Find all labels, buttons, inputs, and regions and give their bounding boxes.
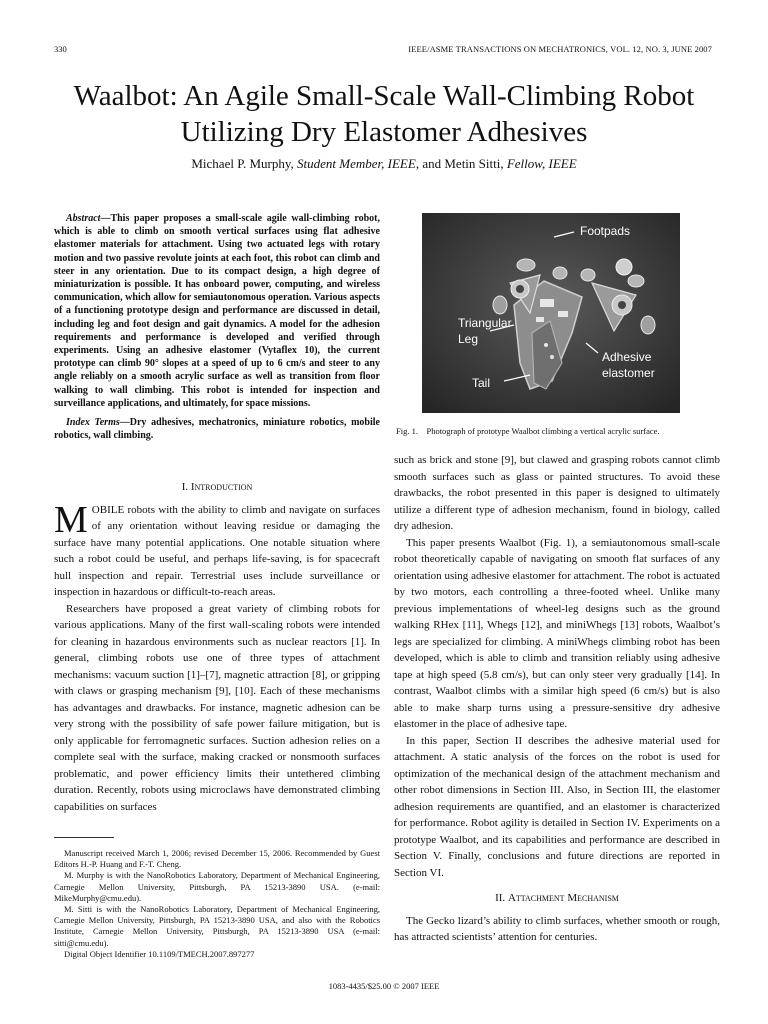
section-1-heading — [54, 479, 380, 496]
abstract-label: Abstract — [66, 213, 101, 224]
intro-paragraph-3: such as brick and stone [9], but clawed and grasping robots cannot climb smooth surfaces such as glass or painted structures. To avoid these drawbacks, the robot presented in this paper is designed to ultimately utilize a different type of adhesion mechanism, found in biology, called dry adhesion. — [394, 454, 720, 532]
intro-paragraph-4: This paper presents Waalbot (Fig. 1), a semiautonomous small-scale robot theoretically capable of navigating on smooth flat surfaces of any orientation using adhesive elastomer for attachment. The robot is actuated by two motors, each controlling a three-footed wheel. Unlike many previous implementations of wheel-leg designs such as the ground walking RHex [11], Whegs [12], and miniWhegs [13] robots, Waalbot’s legs are specialized for climbing. A miniWhegs climbing robot has been developed, which is able to climb and transition reliably using adhesive tape at high speed (5.8 cm/s), but can only steer very gradually [14]. In contrast, Waalbot climbs with a similar high speed (6 cm/s) but is also able to make sharp turns using a pressure-sensitive dry adhesive elastomer in the place of adhesive tape. — [394, 536, 720, 730]
figure-photo — [422, 213, 680, 413]
index-terms-text: —Dry adhesives, mechatronics, miniature robotics, mobile robotics, wall climbing. — [54, 417, 380, 442]
intro-paragraph-1 — [54, 498, 380, 601]
footnote-sitti: M. Sitti is with the NanoRobotics Laboratory, Department of Mechanical Engineering, Carnegie Mellon University, Pittsburgh, PA 15213-3890 USA, and also with the Robotics Institute, Carnegie Mellon University, Pittsburgh, PA 15213-3890 USA (e-mail: sitti@cmu.edu). — [54, 904, 380, 948]
label-elastomer: elastomer — [602, 366, 655, 380]
title-line-2: Utilizing Dry Elastomer Adhesives — [180, 116, 588, 148]
abstract-text: —This paper proposes a small-scale agile wall-climbing robot, which is able to climb on smooth vertical surfaces using flat adhesive elastomer materials for attachment. Using two actuated legs with rotary motion and two passive revolute joints at each foot, this robot can climb and steer in any orientation. Due to its compact design, a high degree of miniaturization is possible. It has onboard power, computing, and wireless communication, which allow for semiautonomous operation. Various aspects of a functioning prototype design and performance are discussed in detail, including leg and foot design and gait dynamics. A model for the adhesion requirements and performance is developed and verified through experiments. Using an adhesive elastomer (Vytaflex 10), the current prototype can climb 90° slopes at a speed of up to 6 cm/s and steer to any angle reliably on a smooth acrylic surface as well as transition from floor walking to wall climbing. This robot is intended for inspection and surveillance applications, and ultimately, for space missions. — [54, 213, 380, 409]
footnote-manuscript: Manuscript received March 1, 2006; revised December 15, 2006. Recommended by Guest Editors H.-P. Huang and F.-T. Cheng. — [54, 848, 380, 870]
waalbot-photo — [422, 213, 680, 413]
section-1-left — [54, 479, 380, 815]
intro-paragraph-1-text: OBILE robots with the ability to climb and navigate on surfaces of any orientation without leaving residue or damaging the surface have many potential applications. One notable situation where such a robot could be useful, and perhaps life-saving, is for spacecraft hull inspection and repair. Terrestrial uses include surveillance or inspection in hazardous or difficult-to-reach areas. — [54, 503, 380, 598]
footnote-murphy: M. Murphy is with the NanoRobotics Laboratory, Department of Mechanical Engineering, Carnegie Mellon University, Pittsburgh, PA 15213-3890 USA. (e-mail: MikeMurphy@cmu.edu). — [54, 870, 380, 903]
footnote-rule — [54, 837, 114, 838]
author-1: Michael P. Murphy — [191, 156, 291, 171]
page-number: 330 — [54, 44, 67, 54]
index-terms-label: Index Terms — [66, 417, 120, 429]
index-terms — [54, 416, 380, 442]
author-2-role: Fellow, IEEE — [506, 156, 577, 171]
journal-header: IEEE/ASME TRANSACTIONS ON MECHATRONICS, VOL. 12, NO. 3, JUNE 2007 — [408, 44, 712, 54]
label-footpads: Footpads — [580, 224, 631, 238]
label-leg: Leg — [458, 332, 479, 346]
intro-paragraph-5: In this paper, Section II describes the adhesive material used for attachment. A static analysis of the forces on the robot is used for optimization of the mechanical design of the attachment mechanism and other robot dimensions in Section III. Also, in Section III, the elastomer adhesion requirements are quantified, and an elastomer is characterized for performance. Robot agility is detailed in Section IV. Experiments on a prototype Waalbot, and its capabilities and performance are described in Section V. Finally, conclusions and future directions are reported in Section VI. — [394, 734, 720, 879]
section-2-heading — [394, 890, 720, 907]
abstract — [54, 212, 380, 410]
author-connector: , and — [415, 156, 445, 171]
copyright-footer: 1083-4435/$25.00 © 2007 IEEE — [328, 981, 440, 991]
abstract-block — [54, 212, 380, 442]
author-1-role: Student Member, IEEE — [297, 156, 416, 171]
section-2-title: Attachment Mechanism — [507, 892, 619, 904]
intro-paragraph-2: Researchers have proposed a great variety of climbing robots for various applications. Many of the first wall-scaling robots were intended for cleaning in hazardous environments such as nuclear reactors [1]. In general, climbing robots use one of three types of attachment mechanisms: vacuum suction [1]–[7], magnetic attraction [8], or gripping with claws or grasping mechanism [9], [10]. Each of these mechanisms has advantages and drawbacks. For instance, magnetic adhesion can be very strong with the possibility of safe power failure mitigation, but is only applicable for ferromagnetic surfaces. Suction adhesion relies on a complete seal with the surface, making cracked or nonsmooth surfaces problematic, and power efficiency limits their untethered climbing duration. Recently, robots using microclaws have demonstrated climbing capabilities on surfaces — [54, 602, 380, 813]
author-2: Metin Sitti — [444, 156, 501, 171]
paper-title — [40, 78, 728, 150]
title-line-1: Waalbot: An Agile Small-Scale Wall-Climbing Robot — [73, 80, 695, 112]
label-triangular: Triangular — [458, 316, 512, 330]
section-2-number: II. — [495, 892, 506, 904]
section-2-paragraph-1: The Gecko lizard’s ability to climb surfaces, whether smooth or rough, has attracted scientists’ attention for centuries. — [394, 914, 720, 943]
author-line: Michael P. Murphy, Student Member, IEEE, and Metin Sitti, Fellow, IEEE — [191, 156, 577, 171]
footnotes — [54, 848, 380, 960]
drop-cap: M — [54, 498, 88, 541]
label-tail: Tail — [472, 376, 491, 390]
label-adhesive: Adhesive — [602, 350, 652, 364]
section-1-number: I. — [181, 481, 189, 493]
footnote-doi: Digital Object Identifier 10.1109/TMECH.2007.897277 — [64, 948, 255, 959]
figure-caption: Fig. 1. Photograph of prototype Waalbot climbing a vertical acrylic surface. — [396, 426, 660, 436]
section-1-title: Introduction — [190, 481, 253, 493]
section-1-right — [394, 452, 720, 946]
